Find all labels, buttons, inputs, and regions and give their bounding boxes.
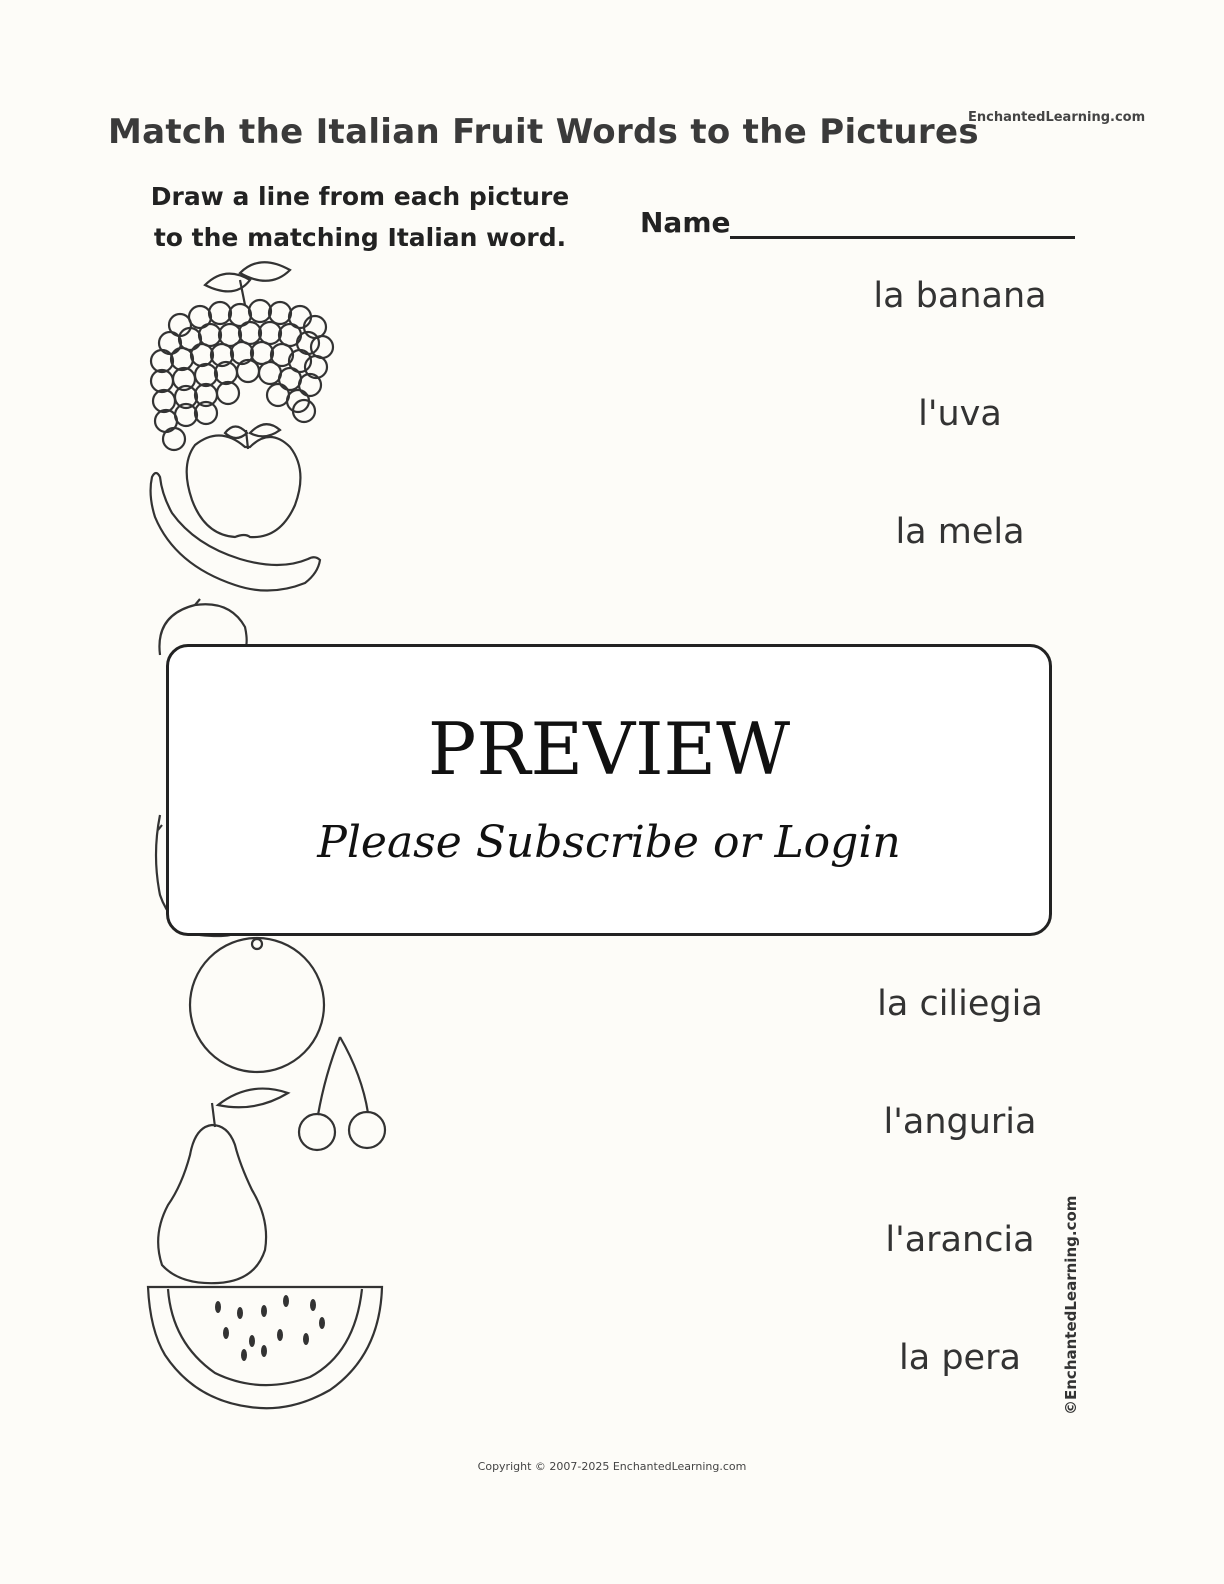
instructions	[140, 176, 580, 258]
word-grapes: l'uva	[918, 394, 1002, 434]
vertical-credit: ©EnchantedLearning.com	[1062, 1195, 1080, 1415]
word-orange: l'arancia	[885, 1220, 1035, 1260]
name-label: Name	[640, 206, 731, 239]
orange-icon	[190, 938, 324, 1072]
grapes-icon	[151, 262, 333, 450]
word-cherry: la ciliegia	[877, 984, 1043, 1024]
apple-icon	[187, 424, 301, 537]
page-title: Match the Italian Fruit Words to the Pictures	[108, 112, 979, 152]
preview-subtitle[interactable]: Please Subscribe or Login	[317, 817, 901, 868]
cherry-icon	[299, 1037, 385, 1150]
name-line	[730, 236, 1075, 239]
word-watermelon: l'anguria	[883, 1102, 1037, 1142]
banana-icon	[151, 473, 320, 591]
watermelon-seeds	[215, 1295, 325, 1361]
site-logo[interactable]: EnchantedLearning.com	[968, 110, 1146, 125]
preview-title: PREVIEW	[427, 707, 791, 791]
instructions-line-2: to the matching Italian word.	[153, 223, 567, 252]
word-pear: la pera	[899, 1338, 1021, 1378]
instructions-line-1: Draw a line from each picture	[150, 182, 570, 211]
word-banana: la banana	[873, 276, 1047, 316]
preview-overlay[interactable]	[166, 644, 1052, 936]
pear-icon	[158, 1089, 288, 1284]
word-apple: la mela	[895, 512, 1025, 552]
copyright: Copyright © 2007-2025 EnchantedLearning.com	[477, 1460, 747, 1473]
